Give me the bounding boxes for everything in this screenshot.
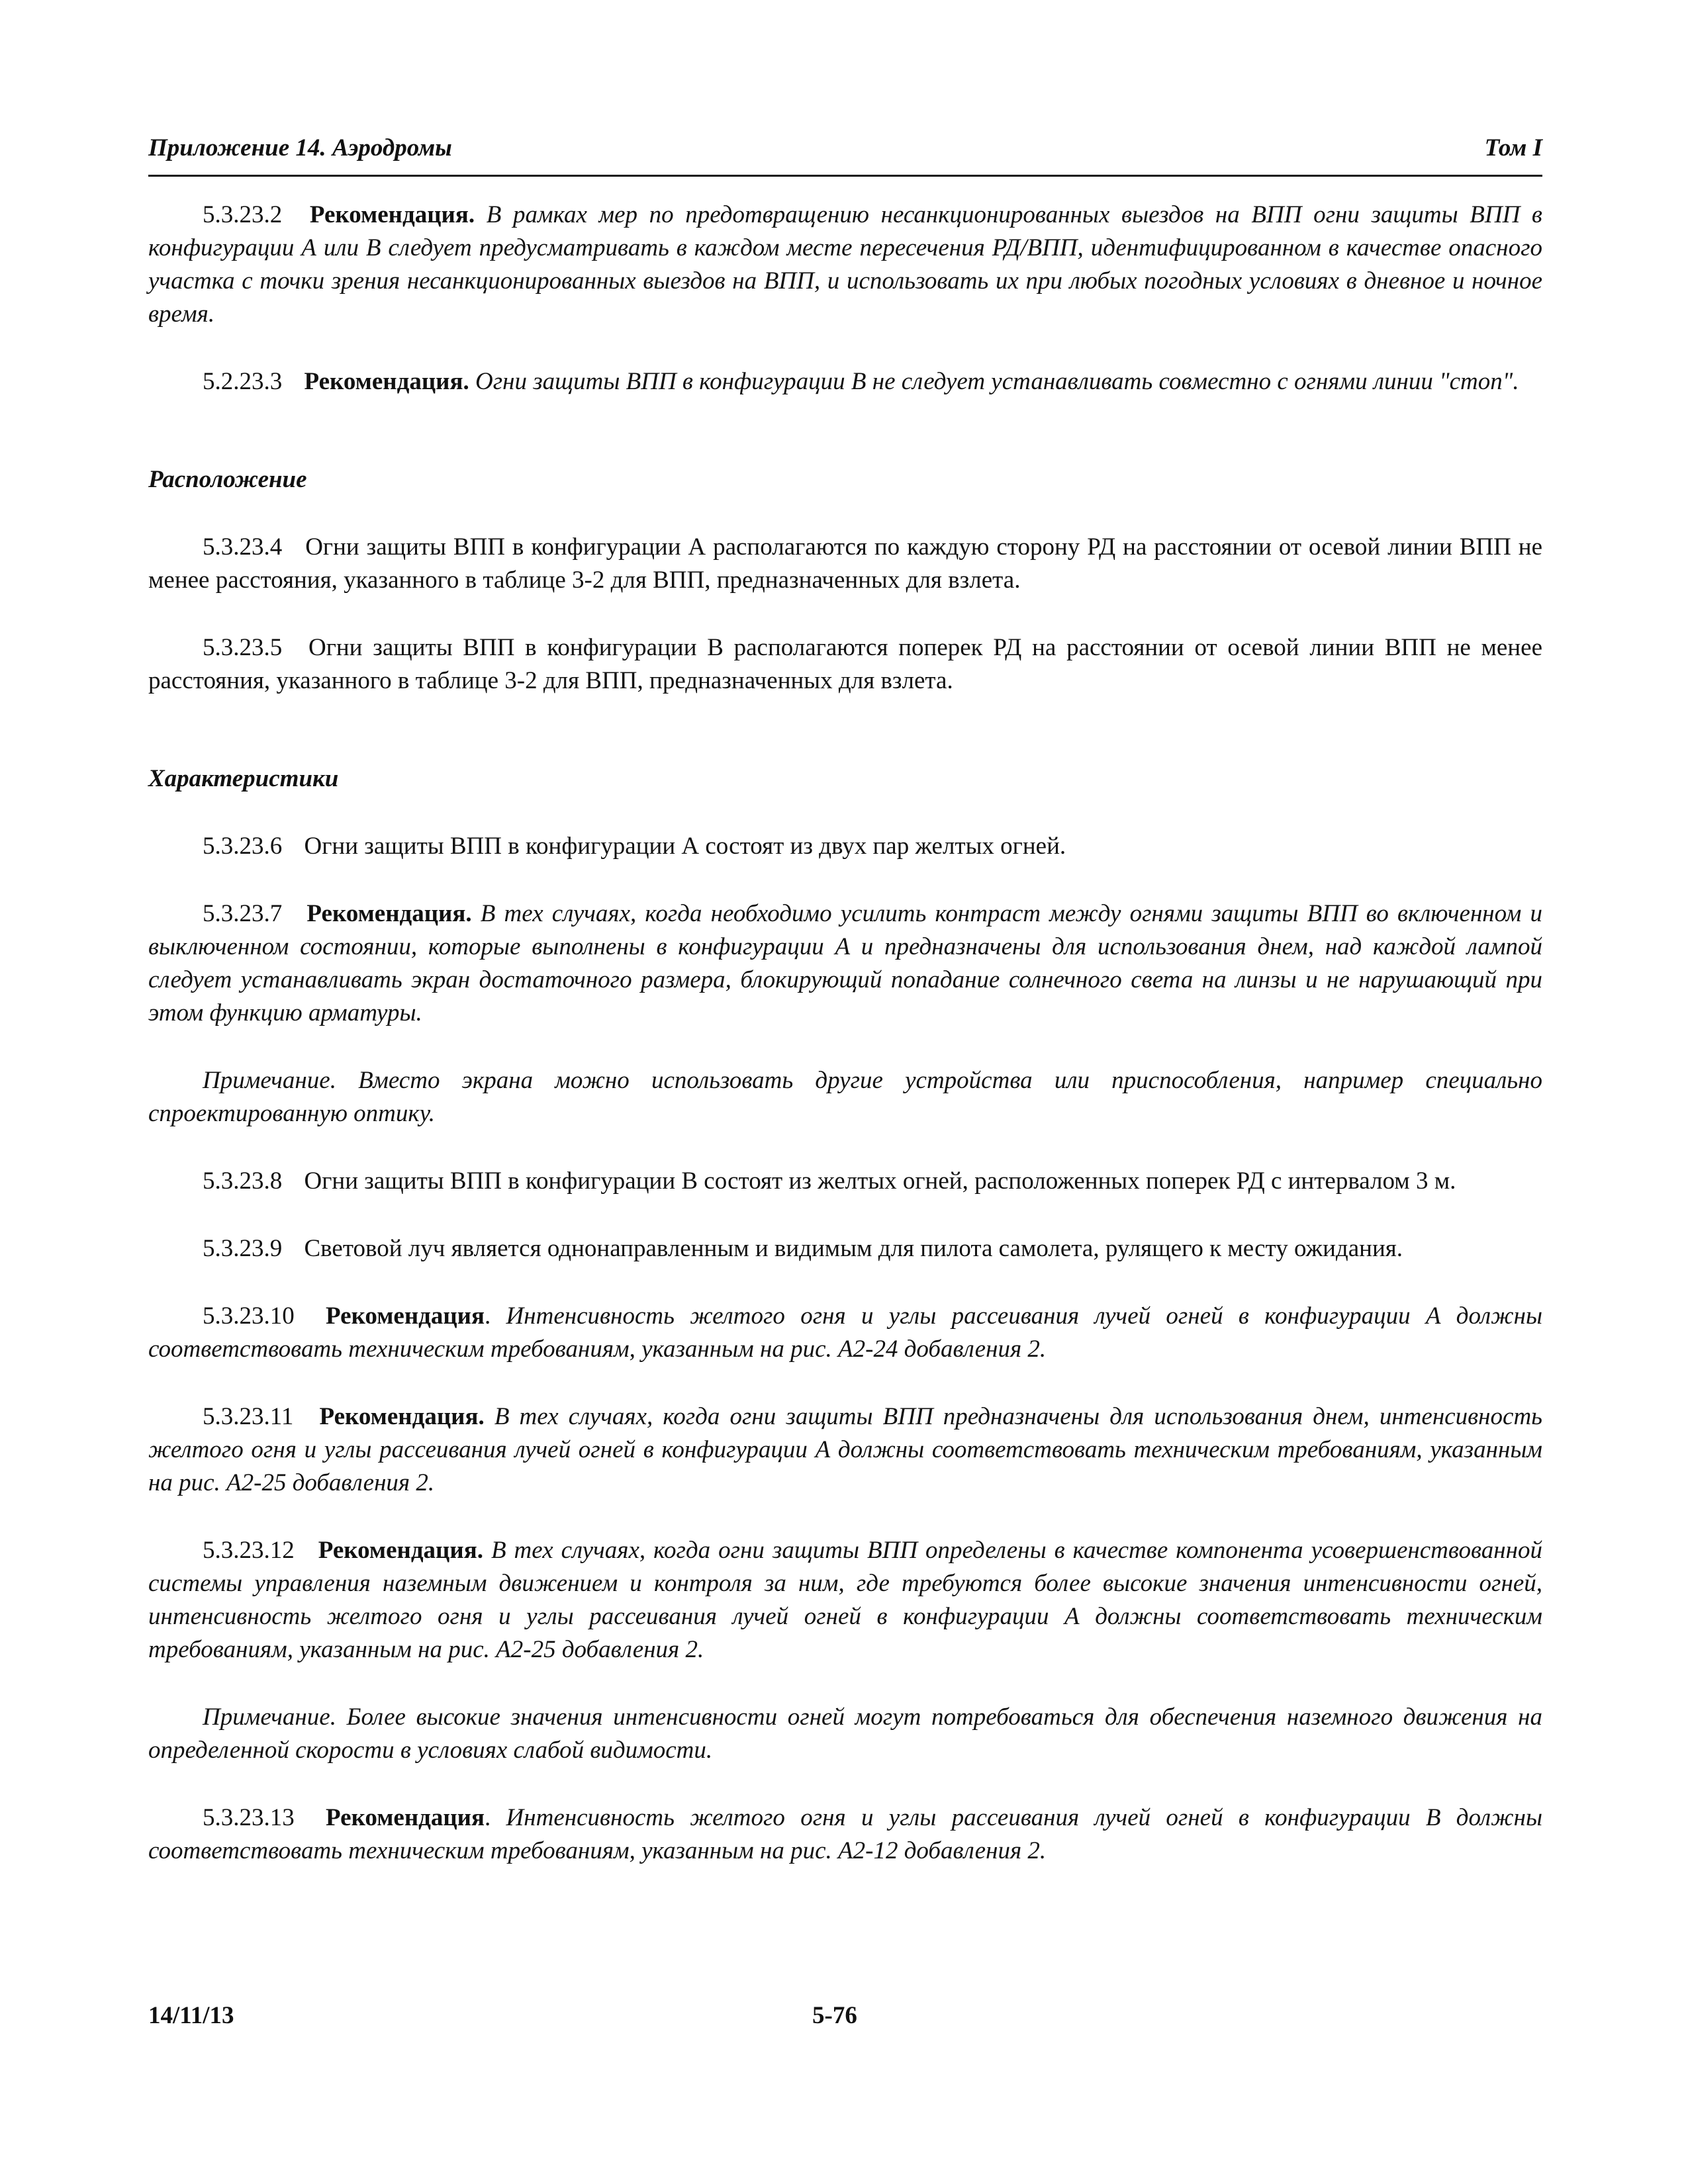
recommendation-punct: . [485, 1804, 491, 1831]
header-volume: Том I [1484, 134, 1542, 161]
footer-date: 14/11/13 [148, 2002, 234, 2029]
recommendation-label: Рекомендация [326, 1804, 485, 1831]
footer-page-number: 5-76 [812, 2002, 857, 2029]
paragraph-number: 5.3.23.7 [203, 900, 283, 927]
paragraph-number: 5.3.23.9 [203, 1235, 283, 1262]
recommendation-label: Рекомендация. [306, 900, 472, 927]
paragraph-text: В рамках мер по предотвращению несанкционированных выездов на ВПП огни защиты ВПП в конфигурации А или В следует предусматривать в каждом месте пересечения РД/ВПП, идентифицированном в качестве опасного участка с точки зрения несанкционированных выездов на ВПП, и использовать их при любых погодных условиях в дневное и ночное время. [148, 201, 1542, 328]
paragraph-5-3-23-7 [148, 897, 1542, 1030]
paragraph-5-3-23-9 [148, 1232, 1542, 1265]
paragraph-5-2-23-3 [148, 365, 1542, 398]
recommendation-label: Рекомендация. [309, 201, 475, 228]
paragraph-5-3-23-8 [148, 1165, 1542, 1198]
paragraph-5-3-23-11 [148, 1400, 1542, 1500]
paragraph-number: 5.3.23.8 [203, 1167, 283, 1195]
section-heading-location: Расположение [148, 466, 307, 493]
paragraph-text: Интенсивность желтого огня и углы рассеивания лучей огней в конфигурации В должны соответствовать техническим требованиям, указанным на рис. А2-12 добавления 2. [148, 1804, 1543, 1864]
paragraph-text: В тех случаях, когда огни защиты ВПП предназначены для использования днем, интенсивность желтого огня и углы рассеивания лучей огней в конфигурации А должны соответствовать техническим требованиям, указанным на рис. А2-25 добавления 2. [148, 1403, 1543, 1496]
recommendation-label: Рекомендация [326, 1302, 485, 1330]
paragraph-number: 5.3.23.2 [203, 201, 283, 228]
paragraph-number: 5.3.23.5 [203, 634, 283, 661]
paragraph-5-3-23-10 [148, 1300, 1542, 1366]
page-content [148, 199, 1542, 1868]
section-heading-characteristics: Характеристики [148, 765, 339, 792]
paragraph-5-3-23-6 [148, 830, 1542, 863]
paragraph-5-3-23-12 [148, 1534, 1542, 1666]
paragraph-number: 5.3.23.11 [203, 1403, 294, 1430]
paragraph-number: 5.3.23.12 [203, 1537, 295, 1564]
paragraph-5-3-23-4 [148, 531, 1542, 597]
header-title: Приложение 14. Аэродромы [148, 134, 452, 161]
paragraph-number: 5.3.23.10 [203, 1302, 295, 1330]
paragraph-5-3-23-2 [148, 199, 1542, 331]
paragraph-text: Огни защиты ВПП в конфигурации В состоят из желтых огней, расположенных поперек РД с интервалом 3 м. [304, 1167, 1456, 1195]
paragraph-number: 5.2.23.3 [203, 368, 283, 395]
page-header [148, 132, 1542, 177]
paragraph-text: Огни защиты ВПП в конфигурации А располагаются по каждую сторону РД на расстоянии от осевой линии ВПП не менее расстояния, указанного в таблице 3-2 для ВПП, предназначенных для взлета. [148, 533, 1543, 594]
paragraph-number: 5.3.23.6 [203, 833, 283, 860]
recommendation-label: Рекомендация. [319, 1403, 485, 1430]
paragraph-text: Огни защиты ВПП в конфигурации В не следует устанавливать совместно с огнями линии "стоп". [475, 368, 1519, 395]
paragraph-text: В тех случаях, когда необходимо усилить контраст между огнями защиты ВПП во включенном и выключенном состоянии, которые выполнены в конфигурации А и предназначены для использования днем, над каждой лампой следует устанавливать экран достаточного размера, блокирующий попадание солнечного света на линзы и не нарушающий при этом функцию арматуры. [148, 900, 1543, 1026]
paragraph-5-3-23-13 [148, 1801, 1542, 1868]
note-1: Примечание. Вместо экрана можно использовать другие устройства или приспособления, например специально спроектированную оптику. [148, 1067, 1542, 1127]
paragraph-text: Световой луч является однонаправленным и видимым для пилота самолета, рулящего к месту ожидания. [304, 1235, 1403, 1262]
paragraph-text: Интенсивность желтого огня и углы рассеивания лучей огней в конфигурации А должны соответствовать техническим требованиям, указанным на рис. А2-24 добавления 2. [148, 1302, 1543, 1363]
paragraph-text: Огни защиты ВПП в конфигурации А состоят из двух пар желтых огней. [304, 833, 1066, 860]
recommendation-punct: . [485, 1302, 491, 1330]
document-page [148, 0, 1542, 2184]
paragraph-text: В тех случаях, когда огни защиты ВПП определены в качестве компонента усовершенствованной системы управления наземным движением и контроля за ним, где требуются более высокие значения интенсивности огней, интенсивность желтого огня и углы рассеивания лучей огней в конфигурации А должны соответствовать техническим требованиям, указанным на рис. А2-25 добавления 2. [148, 1537, 1542, 1663]
paragraph-number: 5.3.23.4 [203, 533, 283, 561]
note-2: Примечание. Более высокие значения интенсивности огней могут потребоваться для обеспечения наземного движения на определенной скорости в условиях слабой видимости. [148, 1704, 1542, 1764]
paragraph-5-3-23-5 [148, 631, 1542, 698]
recommendation-label: Рекомендация. [318, 1537, 483, 1564]
paragraph-number: 5.3.23.13 [203, 1804, 295, 1831]
recommendation-label: Рекомендация. [304, 368, 469, 395]
paragraph-text: Огни защиты ВПП в конфигурации В располагаются поперек РД на расстоянии от осевой линии ВПП не менее расстояния, указанного в таблице 3-2 для ВПП, предназначенных для взлета. [148, 634, 1542, 694]
